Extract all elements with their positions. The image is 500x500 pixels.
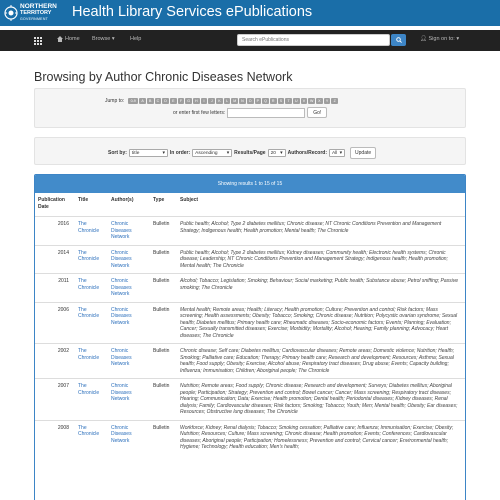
jump-letter-button[interactable]: L — [224, 98, 231, 104]
go-button[interactable]: Go! — [307, 107, 327, 118]
publication-date-cell: 2007 — [35, 379, 75, 421]
jump-letter-button[interactable]: S — [278, 98, 285, 104]
jump-letter-button[interactable]: M — [233, 99, 237, 103]
nt-government-logo[interactable] — [4, 2, 68, 24]
user-icon: 👤︎ — [420, 36, 427, 42]
jump-letter-button[interactable]: Q — [264, 99, 267, 103]
author-link[interactable]: Chronic Diseases Network — [108, 217, 150, 246]
logo-wordmark: NORTHERN TERRITORY GOVERNMENT — [20, 3, 57, 21]
main-navbar — [0, 30, 500, 51]
subject-cell: Public health; Alcohol; Type 2 diabetes mellitus; Chronic disease; NT Chronic Conditions Prevention and Management Strategy; Indigenous health; Health promotion; Mental health; The Chronicle — [177, 217, 465, 246]
jump-letter-button[interactable]: T — [285, 98, 292, 104]
jump-letter-button[interactable]: C — [155, 98, 162, 104]
jump-letter-button[interactable]: H — [193, 98, 200, 104]
column-header-author: Author(s) — [111, 197, 134, 203]
government-emblem-icon — [4, 4, 18, 22]
author-link[interactable]: Chronic Diseases Network — [108, 245, 150, 274]
table-row — [35, 420, 465, 455]
order-label: In order: — [169, 150, 191, 156]
select-arrow-icon: ▾ — [226, 150, 230, 156]
type-cell: Bulletin — [150, 344, 177, 379]
author-link[interactable]: Chronic Diseases Network — [108, 302, 150, 344]
type-cell: Bulletin — [150, 379, 177, 421]
sign-in-dropdown[interactable] — [420, 36, 459, 42]
publication-date-cell: 2002 — [35, 344, 75, 379]
letter-list — [128, 98, 338, 104]
jump-to-letters — [105, 98, 338, 104]
publication-date-cell: 2011 — [35, 274, 75, 303]
caret-down-icon: ▾ — [111, 36, 115, 42]
type-cell: Bulletin — [150, 245, 177, 274]
publication-date-cell: 2016 — [35, 217, 75, 246]
first-letters-label: or enter first few letters: — [173, 109, 226, 116]
jump-to-label: Jump to: — [105, 98, 125, 104]
results-table — [35, 193, 465, 455]
jump-letter-button[interactable]: Y — [324, 98, 331, 104]
table-row — [35, 302, 465, 344]
jump-letter-button[interactable]: 0-9 — [128, 98, 138, 104]
title-link[interactable]: The Chronicle — [75, 245, 108, 274]
title-link[interactable]: The Chronicle — [75, 344, 108, 379]
jump-letter-button[interactable]: X — [316, 98, 323, 104]
jump-letter-button[interactable]: K — [216, 98, 223, 104]
select-arrow-icon: ▾ — [280, 150, 283, 156]
column-header-type: Type — [153, 197, 165, 203]
table-row — [35, 379, 465, 421]
sort-by-label: Sort by: — [108, 150, 127, 156]
jump-letter-button[interactable]: B — [147, 98, 154, 104]
update-button[interactable]: Update — [350, 147, 376, 159]
table-row — [35, 217, 465, 246]
search-input[interactable] — [237, 34, 390, 46]
table-header-row — [35, 193, 465, 217]
jump-to-panel — [34, 88, 466, 128]
title-link[interactable]: The Chronicle — [75, 302, 108, 344]
title-link[interactable]: The Chronicle — [75, 379, 108, 421]
column-header-subject: Subject — [180, 197, 199, 203]
publication-date-cell: 2014 — [35, 245, 75, 274]
jump-letter-button[interactable]: R — [270, 98, 277, 104]
title-link[interactable]: The Chronicle — [75, 420, 108, 455]
jump-letter-button[interactable]: E — [170, 98, 177, 104]
results-panel — [34, 174, 466, 500]
page-title: Browsing by Author Chronic Diseases Network — [34, 70, 293, 84]
subject-cell: Chronic disease; Self care; Diabetes mellitus; Cardiovascular diseases; Remote areas; Domestic violence; Nutrition; Health; Smoking; Palliative care; Education; Therapy; Primary health care; Research and development; Resources; Asthma; Sexual health; Food supply; Obesity; Exercise; Alcohol abuse; Respiratory tract diseases; Drug abuse; Events; Capacity building; Influenza; Immunisation; Children; Aboriginal people; The Chronicle — [177, 344, 465, 379]
jump-letter-button[interactable]: A — [139, 98, 146, 104]
first-letters-row — [173, 107, 327, 118]
search-icon — [396, 37, 402, 43]
nav-browse-dropdown[interactable] — [92, 36, 115, 42]
results-per-page-label: Results/Page — [234, 150, 266, 156]
type-cell: Bulletin — [150, 420, 177, 455]
results-per-page-select[interactable] — [268, 149, 286, 157]
publication-date-cell: 2006 — [35, 302, 75, 344]
authors-per-record-value: All — [332, 150, 338, 156]
type-cell: Bulletin — [150, 274, 177, 303]
jump-letter-button[interactable]: I — [201, 98, 208, 104]
subject-cell: Mental health; Remote areas; Health; Literacy; Health promotion; Culture; Prevention and control; Risk factors; Mass screening; Health assessments; Obesity; Tobacco; Smoking; Chronic disease; Nutrition; Polycystic ovarian syndrome; Sexual health; Diabetes mellitus; Primary health care; Rheumatic diseases; Socio-economic factors; Events; Planning; Evaluation; Cancer; Sexually transmitted diseases; Exercise; Morbidity; Mortality; Alcohol; Hearing; Family planning; Advocacy; Heart diseases; The Chronicle — [177, 302, 465, 344]
caret-down-icon: ▾ — [456, 36, 460, 42]
nav-browse-label: Browse — [92, 36, 111, 42]
search-button[interactable] — [391, 34, 406, 46]
sort-by-select[interactable] — [129, 149, 168, 157]
results-table-body — [35, 217, 465, 455]
nav-help-link[interactable]: Help — [130, 36, 142, 42]
subject-cell: Nutrition; Remote areas; Food supply; Chronic disease; Research and development; Surveys; Diabetes mellitus; Aboriginal people; Participation; Strategy; Prevention and control; Bowel cancer; Cancer; Mass screening; Respiratory tract diseases; Hearing; Communication; Data; Exercise; Health promotion; Dental health; Periodontal diseases; Kidney diseases; Renal dialysis; Family; Cardiovascular diseases; Risk factors; Smoking; Tobacco; Youth; Men; Mental health; Obesity; Ear diseases; Resources; Obstructive lung diseases; The Chronicle — [177, 379, 465, 421]
author-link[interactable]: Chronic Diseases Network — [108, 344, 150, 379]
apps-grid-icon[interactable] — [34, 37, 42, 45]
authors-per-record-select[interactable] — [329, 149, 345, 157]
author-link[interactable]: Chronic Diseases Network — [108, 420, 150, 455]
title-link[interactable]: The Chronicle — [75, 217, 108, 246]
jump-letter-button[interactable]: V — [301, 98, 308, 104]
author-link[interactable]: Chronic Diseases Network — [108, 274, 150, 303]
table-row — [35, 274, 465, 303]
order-value: Ascending — [195, 150, 218, 156]
subject-cell: Public health; Alcohol; Type 2 diabetes mellitus; Kidney diseases; Community health; Electronic health systems; Chronic disease; Leadership; NT Chronic Conditions Prevention and Management Strategy; Indigenous health; Health promotion; Mental health; The Chronicle — [177, 245, 465, 274]
sort-options-panel — [34, 137, 466, 165]
site-banner — [0, 0, 500, 26]
author-link[interactable]: Chronic Diseases Network — [108, 379, 150, 421]
jump-letter-button[interactable]: N — [239, 98, 246, 104]
home-icon — [57, 36, 63, 42]
jump-letter-button[interactable]: Z — [331, 98, 338, 104]
nav-home-label: Home — [65, 36, 80, 42]
first-letters-input[interactable] — [227, 108, 305, 118]
results-per-page-value: 20 — [270, 150, 276, 156]
jump-letter-button[interactable]: W — [309, 99, 314, 103]
jump-letter-button[interactable]: O — [248, 99, 252, 103]
subject-cell: Workforce; Kidney; Renal dialysis; Tobacco; Smoking cessation; Palliative care; Influenza; Immunisation; Exercise; Obesity; Nutrition; Resources; Culture; Mass screening; Chronic disease; Health promotion; Events; Conferences; Cardiovascular diseases; Aboriginal people; Participation; Homelessness; Prevention and control; Cervical cancer; Environmental health; Hygiene; Technology; Health education; Men's health; — [177, 420, 465, 455]
table-row — [35, 245, 465, 274]
publication-date-cell: 2008 — [35, 420, 75, 455]
results-summary: Showing results 1 to 15 of 15 — [35, 175, 465, 193]
select-arrow-icon: ▾ — [162, 150, 165, 156]
type-cell: Bulletin — [150, 217, 177, 246]
column-header-date: Publication Date — [38, 197, 65, 210]
jump-letter-button[interactable]: U — [293, 98, 300, 104]
jump-letter-button[interactable]: J — [208, 98, 215, 104]
order-select[interactable] — [192, 149, 232, 157]
column-header-title: Title — [78, 197, 89, 203]
jump-letter-button[interactable]: F — [178, 98, 185, 104]
jump-letter-button[interactable]: P — [255, 98, 262, 104]
select-arrow-icon: ▾ — [339, 150, 343, 156]
sort-options-row — [108, 147, 376, 159]
subject-cell: Alcohol; Tobacco; Legislation; Smoking; Behaviour; Social marketing; Public health; Substance abuse; Petrol sniffing; Passive smoking; The Chronicle — [177, 274, 465, 303]
authors-per-record-label: Authors/Record: — [287, 150, 328, 156]
site-title[interactable]: Health Library Services ePublications — [72, 4, 313, 20]
title-link[interactable]: The Chronicle — [75, 274, 108, 303]
sort-by-value: title — [131, 150, 140, 156]
type-cell: Bulletin — [150, 302, 177, 344]
jump-letter-button[interactable]: G — [187, 99, 191, 103]
nav-home-link[interactable] — [57, 36, 80, 42]
sign-in-label: Sign on to: — [428, 36, 455, 42]
table-row — [35, 344, 465, 379]
jump-letter-button[interactable]: D — [162, 98, 169, 104]
